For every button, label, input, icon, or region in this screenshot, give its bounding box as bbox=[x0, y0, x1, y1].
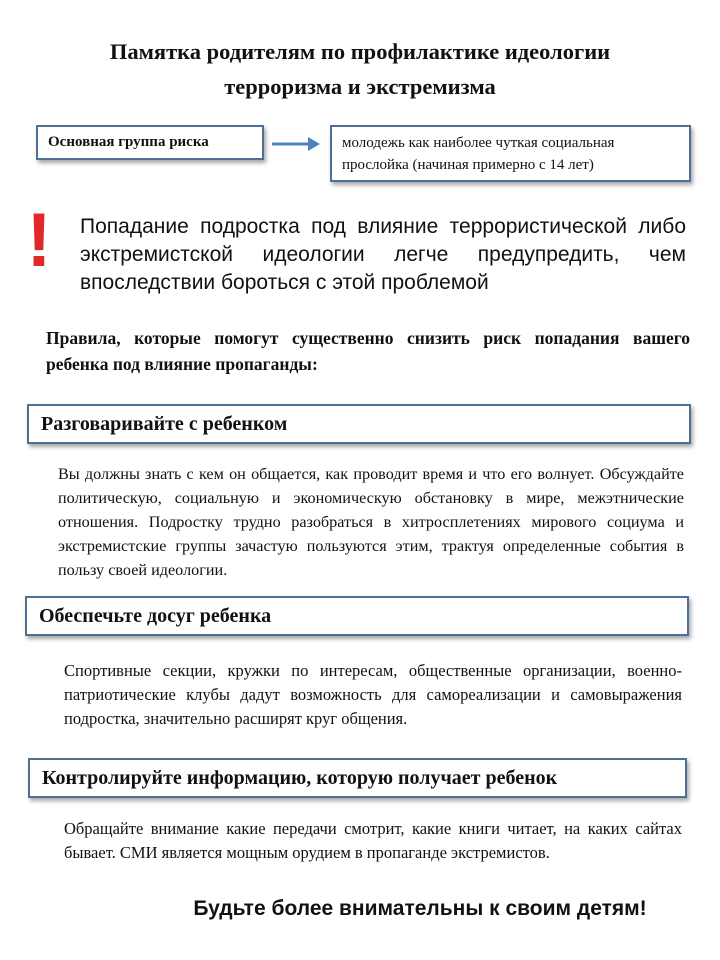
rules-intro: Правила, которые помогут существенно снизить риск попадания вашего ребенка под влияние пропаганды: bbox=[46, 328, 690, 374]
page-title-line-1: Памятка родителям по профилактике идеологии bbox=[109, 39, 611, 64]
warning-text: Попадание подростка под влияние террористической либо экстремистской идеологии легче предупредить, чем впоследствии бороться с этой проблемой bbox=[80, 215, 686, 294]
section-heading-talk: Разговаривайте с ребенком bbox=[27, 404, 691, 444]
section-text-talk: Вы должны знать с кем он общается, как проводит время и что его волнует. Обсуждайте политическую, социальную и экономическую обстановку в мире, межэтнические отношения. Подростку трудно разобраться в хитросплетениях мирового социума и экстремистские группы зачастую пользуются этим, трактуя определенные события в пользу своей идеологии. bbox=[58, 465, 684, 579]
exclamation-icon: ! bbox=[26, 198, 52, 283]
section-text-information: Обращайте внимание какие передачи смотрит, какие книги читает, на каких сайтах бывает. СМИ является мощным орудием в пропаганде экстремистов. bbox=[64, 819, 682, 862]
page-title-line-2: терроризма и экстремизма bbox=[224, 74, 496, 99]
section-text-leisure: Спортивные секции, кружки по интересам, общественные организации, военно-патриотические клубы дадут возможность для самореализации и самовыражения подростка, значительно расширят круг общения. bbox=[64, 661, 682, 728]
closing-message: Будьте более внимательны к своим детям! bbox=[193, 897, 647, 920]
page-title bbox=[40, 34, 680, 104]
right-arrow-icon bbox=[270, 134, 322, 159]
risk-group-label: Основная группа риска bbox=[36, 125, 264, 160]
risk-group-description: молодежь как наиболее чуткая социальная прослойка (начиная примерно с 14 лет) bbox=[330, 125, 691, 182]
section-heading-information: Контролируйте информацию, которую получает ребенок bbox=[28, 758, 687, 798]
section-heading-leisure: Обеспечьте досуг ребенка bbox=[25, 596, 689, 636]
